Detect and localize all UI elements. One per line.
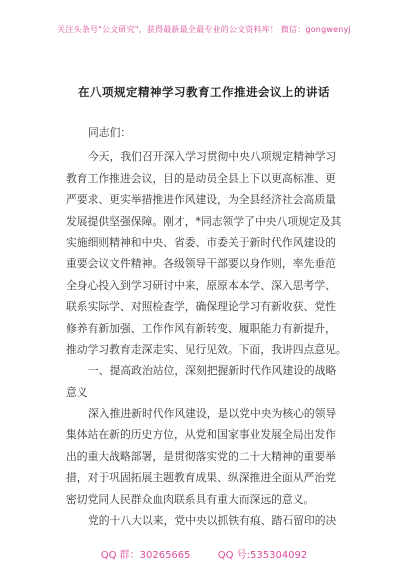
document-title: 在八项规定精神学习教育工作推进会议上的讲话 — [78, 85, 330, 99]
text-line: 集体站在新的历史方位，从党和国家事业发展全局出发作 — [66, 428, 336, 442]
text-line: 一、提高政治站位，深刻把握新时代作风建设的战略 — [88, 364, 337, 378]
text-line: 教育工作推进会议，目的是动员全县上下以更高标准、更 — [66, 171, 336, 185]
footer-qq-number: QQ 号:535304092 — [217, 550, 308, 561]
text-line: 严要求、更实举措推进作风建设，为全县经济社会高质量 — [66, 193, 336, 207]
footer-qq-group: QQ 群：30265665 — [100, 550, 191, 561]
paragraph-lines — [66, 146, 350, 531]
text-line: 修养有新加强、工作作风有新转变、履职能力有新提升， — [66, 321, 336, 335]
text-line: 意义 — [66, 385, 88, 399]
text-line: 深入推进新时代作风建设，是以党中央为核心的领导 — [88, 407, 337, 421]
text-line: 联系实际学、对照检查学，确保理论学习有新收获、党性 — [66, 300, 336, 314]
footer-contact — [0, 546, 408, 561]
text-line: 出的重大战略部署，是贯彻落实党的二十大精神的重要举 — [66, 449, 336, 463]
text-line: 党的十八大以来，党中央以抓铁有痕、踏石留印的决 — [88, 514, 337, 528]
salutation: 同志们： — [88, 126, 132, 139]
text-line: 今天，我们召开深入学习贯彻中央八项规定精神学习 — [88, 150, 337, 164]
document-body — [66, 122, 350, 531]
text-line: 实施细则精神和中央、省委、市委关于新时代作风建设的 — [66, 235, 336, 249]
text-line: 密切党同人民群众血肉联系具有重大而深远的意义。 — [66, 492, 315, 506]
text-line: 发展提供坚强保障。刚才，*同志领学了中央八项规定及其 — [66, 214, 342, 228]
header-banner: 关注头条号"公文研究"，获得最新最全最专业的公文资料库！ 微信：gongwenyj — [57, 25, 351, 34]
text-line: 重要会议文件精神。各级领导干部要以身作则，率先垂范 — [66, 257, 336, 271]
text-line: 措，对于巩固拓展主题教育成果、纵深推进全面从严治党 — [66, 471, 336, 485]
text-line: 全身心投入到学习研讨中来，原原本本学、深入思考学、 — [66, 278, 336, 292]
text-line: 推动学习教育走深走实、见行见效。下面，我讲四点意见。 — [66, 342, 347, 356]
